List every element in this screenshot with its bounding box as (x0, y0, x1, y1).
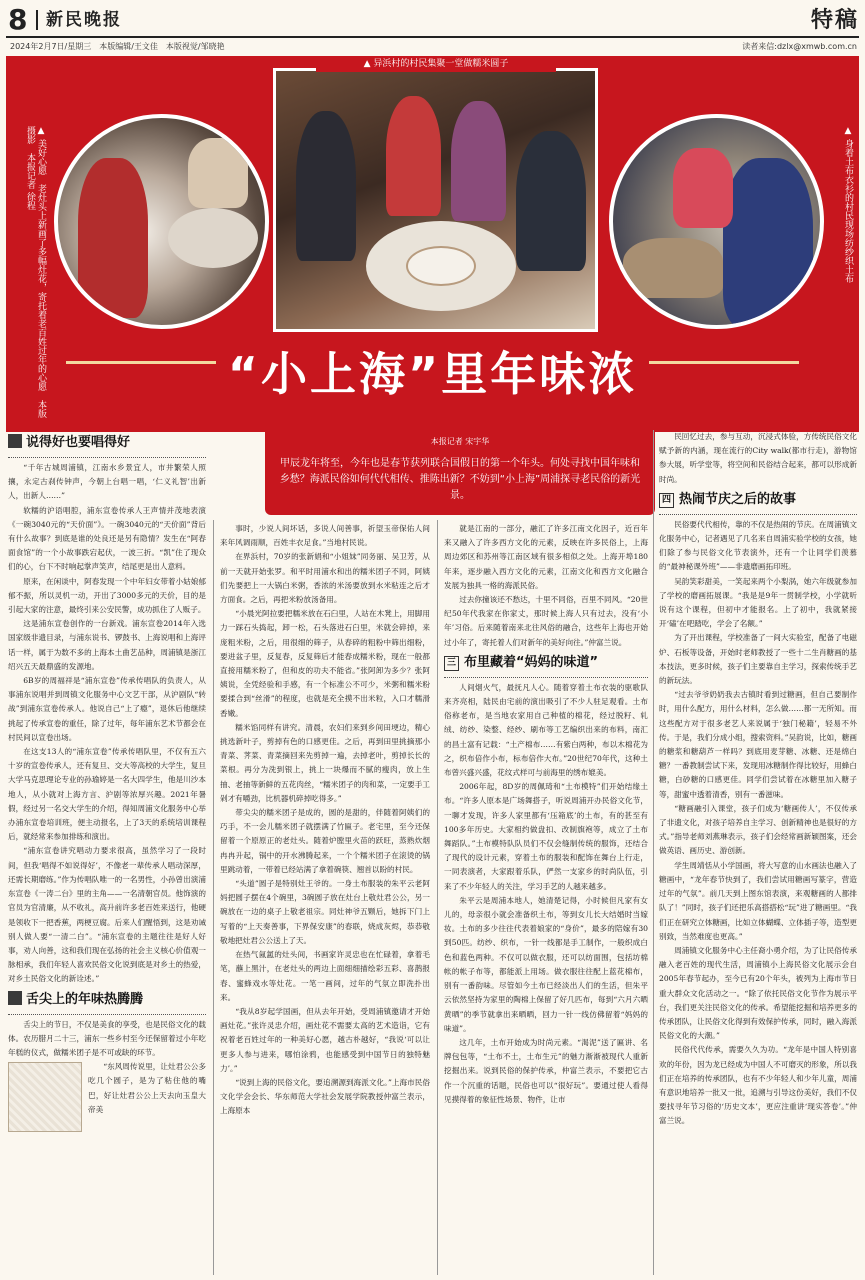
paragraph: 在界浜村，70岁的张新娟和“小姐妹”同务丽、吴卫芳，从前一天就开始张罗。和平时用浦水和出的糯米团子不同，阿姨们先要把上一大锅白米粥，香浓的米汤要放到水米粘连之后才方面食。之后，再把米粉放汤备用。 (220, 552, 430, 605)
center-photo-caption: ▲ 异浜村的村民集聚一堂做糯米圆子 (316, 56, 556, 72)
paragraph: 2006年起，8D岁的周佩琦和“土布模特”们开始结缘土布。“许多人原本是广场舞搭子，听说周浦开办民俗文化节，一聊才发现，许多人家里都有‘压箱底’的土布，有的甚至有100多年历史。大家相约做盘扣、改制旗袍等，成立了土布舞蹈队。”土布模特队队员们不仅会缝制传统的服饰，还结合了现代的设计元素，穿着土布的服装和配饰在舞台上行走，一同表演者，大家跟着乐队，俨然一支家乡的时尚队伍，引来了不少年轻人的关注，学习手艺的人越来越多。 (444, 782, 648, 891)
column-3 (444, 522, 648, 1275)
center-photo-villagers-making-rice-balls (273, 68, 598, 332)
paragraph: “浦东宣卷讲究唱动力要求很高，虽然学习了一段时间，但我‘唱得不如说得好’，不像老一辈传承人唱动深厚，还需长期磨练。”作为传唱队唯一的一名男性，小孙曾出演浦东宣卷《一涛二台》里的主角——一名清朝官员。他饰演的官员为官清廉，从不收礼，高升前许多老百姓来送行，他硬是领收下一把香蕉，两梗豆腐。后来人们醒悟到，这是劝诫别人做人要“一清二白”。“浦东宣卷的主题往往是好人好事，劝人向善，这和我们现在弘扬的社会主义核心价值观一脉相承，我们年轻人喜欢民俗文化说到底是对乡土的热爱，对乡土民俗文化的新诠述。” (8, 846, 206, 984)
paragraph: 人间烟火气，最抚凡人心。随着穿着土布衣装的驱歌队来齐亮相，陆民由宅前的演出吸引了不少人驻足观看。土布俗称老布，是当地农家用自己种植的棉花，经过脱籽、轧绒、纺纱、染整、经纱、刷布等工艺编织出来的布料，南汇的昌土富有记载：“土产棉布……有紫白两种，布以木棉花为之，织布倍作小布，标布倍作大布。”20世纪70年代，这种土布曾兴盛兴盛，花纹式样可与前海里的绣布媲美。 (444, 682, 648, 778)
column-rule (653, 430, 654, 1275)
paragraph: “糖画融引入课堂，孩子们成为‘糖画传人’，不仅传承了非遗文化，对孩子培养自主学习、创新精神也是很好的方式。”指导老师刘燕琳表示，孩子们会经常画新颖图案，还会做英语、画历史、游创新。 (659, 803, 857, 856)
section-heading-4-text: 热闹节庆之后的故事 (679, 491, 797, 507)
section-heading-1-text: 说得好也要唱得好 (26, 435, 131, 450)
paragraph: 这是浦东宣卷创作的一台新戏。浦东宣卷2014年入选国家级非遗目录，与浦东说书、锣鼓书、上海说唱和上海评话一样，属于为数不多的上海本土曲艺品种，周浦镇是浙江绍兴五天最鼎盛的发源地。 (8, 619, 206, 671)
paragraph: 就是江南的一部分，融汇了许多江南文化因子，近百年来又融入了许多西方文化的元素，反映在许多民俗上，上海周边郊区和苏州等江南区域有很多相似之处。上海开埠180年来，逐步融入西方文化的元素，江南文化和西方文化融合发展为独具一格的海派民俗。 (444, 524, 648, 590)
paragraph: 过去你撞该还不愁达，十里不同俗，百里不同风。“20世纪50年代我家在你家丈，那时候上海人只有过去，没有‘小年’习俗。后来随着南来北往风俗的融合，这些年上海也开始过小年了，寄托着人们对新年的美好向往。”仲富兰说。 (444, 595, 648, 647)
paragraph: 带尖尖的糯米团子是成的，圆的是甜的，伴随着阿姨们的巧手，不一会儿糯米团子就摆满了竹匾子。老宅里，至今还保留着一个原原正的老灶头。随着炉膛里火苗的跃旺，蒸熟炊烟冉冉升起，锅中的开水沸腾起来，一个个糯米团子在滚烫的锅里跳动着，一带着已经站满了拿着碗筷、翘首以盼的村民。 (220, 808, 430, 874)
column-2 (220, 522, 430, 1275)
paragraph: 原来，在闲谈中，阿春发现一个中年妇女带着小姑娘郁郁不振，所以灵机一动，开出了3000多元的天价，目的是引起大家的注意，最终引来公安民警，成功抓住了人贩子。 (8, 576, 206, 615)
paragraph: 为了开出课程，学校准备了一间大实验室，配备了电磁炉、石板等设备，开始时老师教授了一些十二生肖糖画的基本技法，更多时候，孩子们主要靠自主学习，探索传统手艺的新玩法。 (659, 633, 857, 686)
inset-illustration (8, 1062, 82, 1132)
paragraph: 糯米馅同样有讲究。清晨，农妇们来到乡间田埂边，精心挑选新叶子，剪掉有色的口感更佳。之后，再到田里挑摘那小青菜、荠菜、青菜摘回来先剪掉一遍，去掉老叶，剪掉长长的菜根。再分为洗到银上，挑上一块爆而不腻的瘦肉，放上生抽、老抽等新鲜的五花肉丝，“糯米团子的肉和菜，一定要手工剁才有嚼劲，比机器机碎掉吃得多。” (220, 722, 430, 803)
paragraph: 学生周靖恬从小学国画，将大写意的山水画法也融入了糖画中，“龙年春节快到了，我们尝试用糖画写篆字，营造过年的气氛”。前几天到上图东馆表演，来观糖画的人都排队了！”同时，孩子们还把乐高搭搭松“玩”进了糖画里。“我们正在研究立体糖画，比如立体蝴蝶、立体插子等，造型更别致，当然难度也更高。” (659, 860, 857, 941)
paragraph: 在热气氤氲的灶头间，书画家许灵忠也在忙碌着，拿着毛笔，蘸上黑汁，在老灶头的两边上面细细描绘彩五彩、喜鹊报春、蜜蜂戏水等灶花。一笔一画间，过年的气氛立即洗扑出来。 (220, 950, 430, 1002)
column-4 (659, 430, 857, 1275)
column-rule (437, 520, 438, 1275)
lead-text: 甲辰龙年将至，今年也是春节获列联合国假日的第一个年头。何处寻找中国年味和乡愁？海派民俗如何代代相传、推陈出新？不妨到“小上海”周浦探寻老民俗的新光景。 (279, 458, 641, 501)
paragraph: “东风周传说里，让灶君公公多吃几个圆子，是为了粘住他的嘴巴，好让灶君公公上天去向玉皇大帝美 (88, 1062, 206, 1114)
paragraph: 民回忆过去，参与互动，沉浸式体验，方传统民俗文化赋予新的内涵，现在流行的City walk(都市行走)，游物馆参大展，听学堂等，将空间和民俗结合起来，都可以形成新时尚。 (659, 432, 857, 484)
column-rule (213, 520, 214, 1275)
reporter-byline: 本报记者 宋宇华 (430, 437, 490, 446)
paragraph: 民俗要代代相传，靠的不仅是热闹的节庆。在周浦镇文化服务中心，记者遇见了几名来自周浦实验学校的女孩，她们除了参与民俗文化节表演外，还有一个让同学们羡慕的“最神秘课外班”——非遗磨画拓印班。 (659, 519, 857, 572)
paragraph: 吴韵笑彩甜美，一笑起来两个小梨涡，她六年级就参加了学校的磨画拓展课。“我是是9年一贯制学校，小学就听说有这个课程，但初中才能报名。上了初中，我就紧接开‘磕’在吧踏吃，学会了名额。” (659, 576, 857, 629)
paragraph: “头道”圆子是特别灶王爷的。一身土布服装的朱平云老阿妈把圆子摆在4个碗里，3碗圆子放在灶台上敬灶君公公，另一碗放在一边的桌子上敬老祖宗。同灶神爷五颗后，她拆下门上写着的“上天奏善事，下界保安康”的春联，烧成灰烬，恭恭敬敬地把灶君公公送上了天。 (220, 879, 430, 945)
masthead (6, 4, 859, 36)
section-heading-2 (8, 990, 206, 1010)
paragraph: 舌尖上的节日，不仅是美食的享受，也是民俗文化的载体。农历腊月二十三，浦东一些乡村至今还保留着过小年吃年糕的仪式，做糯米团子是不可或缺的环节。 (8, 1019, 206, 1057)
paragraph: 民俗代代传承，需要久久为功。“龙年是中国人特别喜欢的年份，因为龙已经成为中国人不可磨灭的形象，所以我们正在培养的传承团队，也有不少年轻人和少年儿童，周浦有意识地培养一批又一批，追溯与引导这份美好，我们不仅要找寻年节习俗的‘历史文本’，更应注重讲‘现实答卷’。”仲富兰说。 (659, 1045, 857, 1126)
section-heading-3: 三 布里藏着“妈妈的味道” (444, 653, 648, 673)
paragraph: 6B岁的周福祥是“浦东宣卷”传承传唱队的负责人，从事浦东说唱并到周镇文化服务中心文艺干部，从沪剧队“转战”到浦东宣卷传承人。他说自己“上了瘾”，退休后他继续挑起了传承宣卷的重任，除了过年，每年浦东艺术节都会在村民间以宣卷出场。 (8, 676, 206, 742)
masthead-rule (6, 36, 859, 38)
paragraph: “说到上海的民俗文化，要追溯源到海派文化。”上海市民俗文化学会会长、华东师范大学社会发展学院教授仲富兰表示，上海原本 (220, 1077, 430, 1116)
paragraph: 在这支13人的“浦东宣卷”传承传唱队里，不仅有五六十岁的宣卷传承人，还有复旦、交大等高校的大学生，复旦大学马克思理论专业的孙瑜婷是一名大四学生，他是川沙本地人，从小就对上海方言、沪剧等浓厚兴趣。2021年暑假，经过另一名交大学生的介绍，得知周浦文化服务中心举办浦东宣卷培训班，便主动报名，上了3天的系统培训课程后，就经常来参加排练和演出。 (8, 747, 206, 842)
headline: “小上海”里年味浓 (227, 347, 638, 401)
paragraph: 朱平云是周浦本地人，她清楚记得，小时候但凡家有女儿的，母亲很小就会准备织土布，等到女儿长大结婚时当嫁妆。土布的多少往往代表着娘家的“身价”，最多的陪嫁有30到50匹。纺纱、织布，一针一线都是手工制作，一般织成白色和蓝色两种。不仅可以做衣服，还可以纺面围，包括坊棉帐的帐子布等，都能派上用场。做衣服往往配上蓝花棉布，别有一番韵味。尽管如今土布已经淡出人们的生活，但朱平云依然坚持为家里的陶棉上保留了好几匹布，每到“六月六晒黄晒”的季节就拿出来晒晒，回力一针一线仿佛留着“妈妈的味道”。 (444, 895, 648, 1033)
paragraph: “小晨光阿拉要把糯米放在石臼里，人站在木凳上，用脚用力一踩石头捣起，卸一松，石头落进石臼里，米就会碎掉，来庞粗米粉，之后，用很细的筛子，从春碎的粗粉中筛出细粉，要进盆子里，反复春，反复筛后才能春成糯米粉，现在一般都直接用糯米粉了，但和皮的功夫不能省。”张阿卸为多少？张阿姨说，全凭经验和手感，有一个标准公不可少，米粥和糯米粉要揉合到“丝滑”的程度，也就是充全摸不出米粒，入口才糯滑香嫩。 (220, 609, 430, 718)
column-1 (8, 430, 206, 1275)
feature-banner (6, 56, 859, 432)
left-photo-stove-painting (54, 114, 269, 329)
paragraph: “我从8岁起学国画，但从去年开始，受周浦镇邀请才开始画灶花。”张许灵忠介绍，画灶花不需要太高的艺术造诣，它有祝着老百姓过年的一种美好心愿，越古朴越好，“我说‘可以让更多人参与进来，哪怕涂鸦，也能感受到中国节日的独特魅力’。” (220, 1006, 430, 1073)
paragraph: 软糯的沪语唱腔，浦东宣卷传承人王声情并茂地表演《一碗3040元的“天价面”》。一碗3040元的“天价面”背后有什么故事？到底是谁的处良还是另有隐情？发生在“阿春面食馆”的一个小故事跌宕起伏，一波三折。“凯”住了现众们的心，台下不时响起掌声笑声，结尾更是出人意料。 (8, 505, 206, 572)
paragraph: 这几年，土布开始成为时尚元素。“渴泥”送了匾讲、名牌包包等，“土布不土，土布生元”的魅力渐渐被现代人重新挖掘出来。说到民俗的保护传承，仲富兰表示，不要把它古作一个沉重的话题，民俗也可以“很好玩”。要通过使人看得见摸得着的象征性场景、物件，让市 (444, 1037, 648, 1104)
reader-email: 读者来信:dzlx@xmwb.com.cn (742, 42, 857, 51)
section-heading-2-text: 舌尖上的年味热腾腾 (26, 991, 144, 1007)
paragraph: “千年古城周浦镇，江南水乡景宜人，市井繁荣人照攘，永定古刹传钟声，今朝上台唱一唱，‘仁义礼智’出新人，出新人……” (8, 463, 206, 501)
paragraph: 事时，少说人间坏话，多说人间善事，祈望玉帝保佑人间来年风调雨顺，百姓丰衣足食。”当地村民说。 (220, 524, 430, 548)
section-heading-4: 四 热闹节庆之后的故事 (659, 490, 857, 510)
section-heading-1 (8, 433, 206, 453)
section-heading-3-text: 布里藏着“妈妈的味道” (464, 654, 599, 670)
newspaper-logo: 新民晚报 (46, 10, 122, 30)
dateline: 2024年2月7日/星期三 本版编辑/王文佳 本版视觉/邹晓艳 (10, 42, 225, 51)
section-title: 特稿 (810, 7, 859, 33)
lead-box (265, 430, 655, 515)
paragraph: 周浦镇文化服务中心主任裔小勇介绍，为了让民俗传承融入老百姓的现代生活，周浦镇小上海民俗文化展示会自2005年春节起办，至今已有20个年头，被列为上海市节日重大群众文化活动之一。“除了依托民俗文化节作为展示平台，我们更关注民俗文化的传承。希望能挖掘和培养更多的传承团队，让民俗文化得到有效保护传承，同时，融入海派民俗文化的大潮。” (659, 945, 857, 1041)
paragraph: “过去爷爷奶奶我去古镇时看到过糖画，但自己要制作时，用什么配方，用什么材料，怎么做……都一无所知。而这些配方对于很多老艺人来说属于‘独门秘籍’，轻易不外传。于是，我们分成小组，搜索资料。”吴韵说，比如，糖画的糖浆和糖葫芦一样吗？到底用麦芽糖、冰糖、还是绵白糖？一番教制尝试下来，发现用冰糖制作得比较好，用蜂白糖，白砂糖的口感更佳。同学们尝试着在冰糖里加入糖子等，甜蜜中透着清香，别有一番滋味。 (659, 690, 857, 799)
masthead-divider (36, 10, 38, 30)
page-number: 8 (8, 3, 28, 36)
right-photo-weaving-cloth (609, 114, 824, 329)
right-photo-caption: ▲ 身着土布衣衫的村民现场纺纱织土布 (843, 126, 853, 283)
left-photo-caption: ▲ 美好心愿 老灶头上新画了多幅灶花，寄托着老百姓过年的心愿 本版摄影 本报记者 徐程 (25, 126, 46, 418)
